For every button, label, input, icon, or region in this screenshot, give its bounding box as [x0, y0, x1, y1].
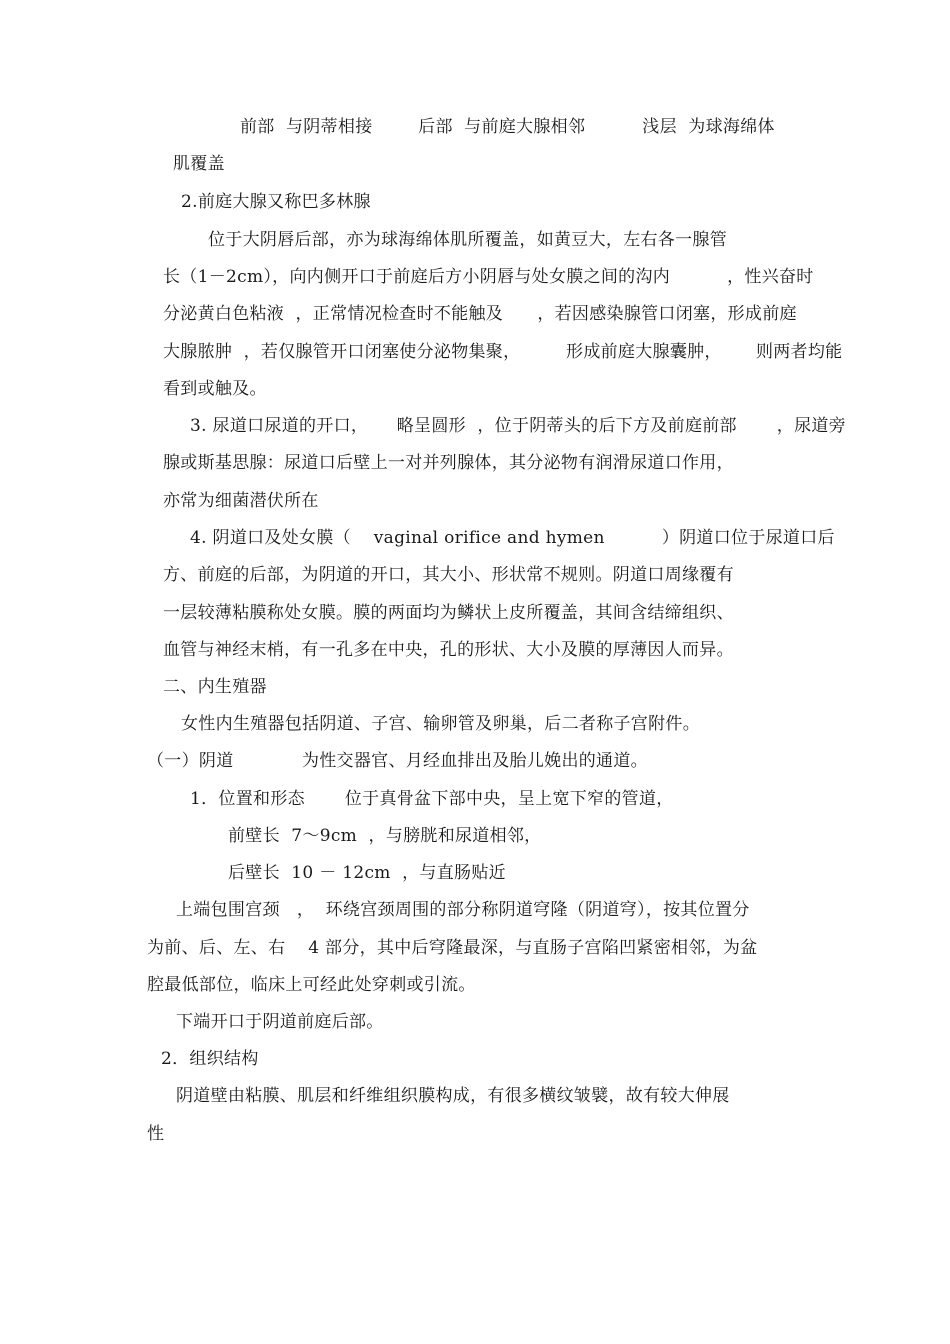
text-line: 肌覆盖 [173, 154, 225, 174]
text-line: 位于大阴唇后部，亦为球海绵体肌所覆盖，如黄豆大，左右各一腺管 [208, 230, 727, 250]
section-heading: 二、内生殖器 [163, 677, 267, 697]
section-heading: 4. 阴道口及处女膜（ vaginal orifice and hymen ）阴道口位于尿道口后 [190, 528, 835, 548]
text-line: 分泌黄白色粘液 ，正常情况检查时不能触及 ，若因感染腺管口闭塞，形成前庭 [163, 304, 797, 324]
text-line: 一层较薄粘膜称处女膜。膜的两面均为鳞状上皮所覆盖，其间含结缔组织、 [163, 603, 734, 623]
section-heading: 2.前庭大腺又称巴多林腺 [181, 192, 371, 212]
text-line: 亦常为细菌潜伏所在 [163, 491, 319, 511]
section-heading: 3. 尿道口尿道的开口， 略呈圆形 ，位于阴蒂头的后下方及前庭前部 ，尿道旁 [190, 416, 846, 436]
text-line: 看到或触及。 [163, 379, 267, 399]
text-line: 血管与神经末梢，有一孔多在中央，孔的形状、大小及膜的厚薄因人而异。 [163, 640, 734, 660]
text-line: 前部 与阴蒂相接 后部 与前庭大腺相邻 浅层 为球海绵体 [240, 117, 775, 137]
text-line: 后壁长 10 － 12cm ，与直肠贴近 [228, 863, 506, 883]
text-line: 性 [147, 1124, 165, 1144]
text-line: 下端开口于阴道前庭后部。 [176, 1012, 384, 1032]
text-line: 腔最低部位，临床上可经此处穿刺或引流。 [147, 975, 476, 995]
text-line: 女性内生殖器包括阴道、子宫、输卵管及卵巢，后二者称子宫附件。 [181, 714, 700, 734]
text-line: 腺或斯基思腺：尿道口后壁上一对并列腺体，其分泌物有润滑尿道口作用， [163, 453, 734, 473]
text-line: 上端包围宫颈 ， 环绕宫颈周围的部分称阴道穹隆（阴道穹），按其位置分 [176, 900, 750, 920]
text-line: 大腺脓肿 ，若仅腺管开口闭塞使分泌物集聚， 形成前庭大腺囊肿， 则两者均能 [163, 342, 843, 362]
text-line: 为前、后、左、右 4 部分，其中后穹隆最深，与直肠子宫陷凹紧密相邻，为盆 [147, 938, 758, 958]
section-heading: （一）阴道 为性交器官、月经血排出及胎儿娩出的通道。 [147, 751, 648, 771]
text-line: 阴道壁由粘膜、肌层和纤维组织膜构成，有很多横纹皱襞，故有较大伸展 [176, 1086, 730, 1106]
text-line: 方、前庭的后部，为阴道的开口，其大小、形状常不规则。阴道口周缘覆有 [163, 565, 734, 585]
section-heading: 1．位置和形态 位于真骨盆下部中央，呈上宽下窄的管道， [190, 789, 674, 809]
text-line: 长（1－2cm），向内侧开口于前庭后方小阴唇与处女膜之间的沟内 ，性兴奋时 [163, 267, 814, 287]
section-heading: 2．组织结构 [161, 1049, 259, 1069]
text-line: 前壁长 7～9cm ，与膀胱和尿道相邻， [228, 826, 542, 846]
